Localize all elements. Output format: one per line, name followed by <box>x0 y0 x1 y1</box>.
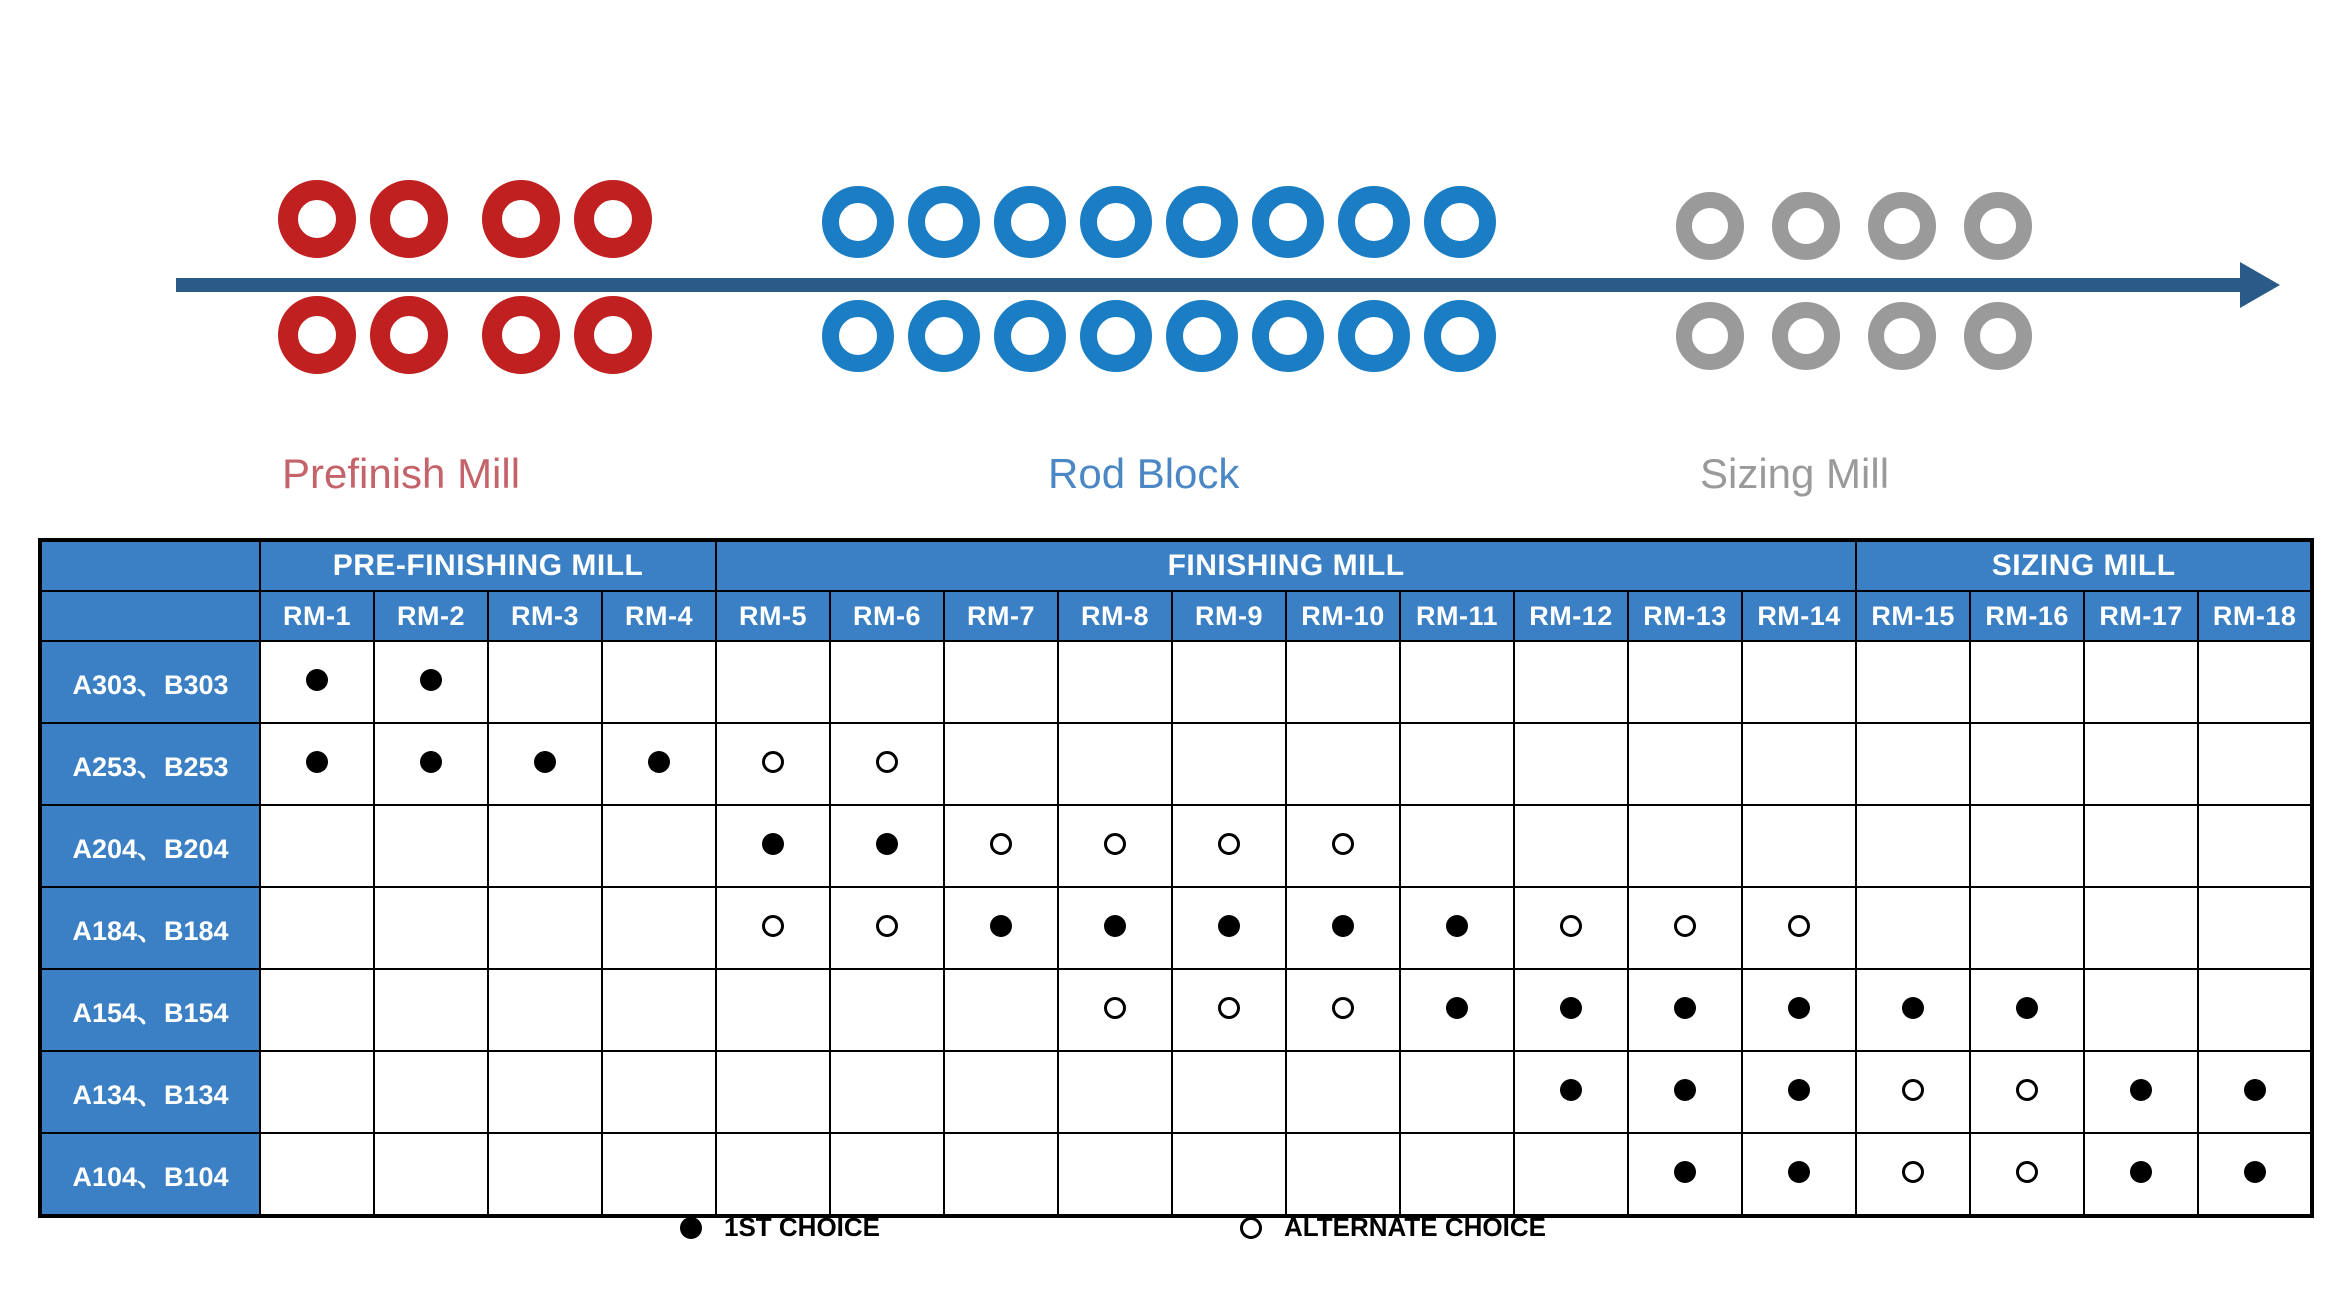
table-row <box>40 723 2312 805</box>
cell-rm-1 <box>260 887 374 969</box>
column-header-rm-5: RM-5 <box>716 591 830 641</box>
open-circle-icon <box>762 915 784 937</box>
filled-circle-icon <box>876 833 898 855</box>
cell-rm-9 <box>1172 969 1286 1051</box>
cell-rm-18 <box>2198 887 2312 969</box>
cell-rm-4 <box>602 805 716 887</box>
filled-circle-icon <box>1446 915 1468 937</box>
cell-rm-12 <box>1514 969 1628 1051</box>
cell-rm-18 <box>2198 1051 2312 1133</box>
table-row <box>40 1133 2312 1216</box>
cell-rm-11 <box>1400 969 1514 1051</box>
cell-rm-13 <box>1628 723 1742 805</box>
roll-ring-icon <box>1964 302 2032 370</box>
roll-ring-icon <box>574 296 652 374</box>
column-header-rm-15: RM-15 <box>1856 591 1970 641</box>
row-header-5: A134、B134 <box>40 1051 260 1133</box>
cell-rm-10 <box>1286 641 1400 723</box>
table-row <box>40 805 2312 887</box>
roll-ring-icon <box>574 180 652 258</box>
cell-rm-15 <box>1856 1051 1970 1133</box>
cell-rm-2 <box>374 723 488 805</box>
roll-ring-icon <box>278 180 356 258</box>
cell-rm-15 <box>1856 723 1970 805</box>
column-header-rm-2: RM-2 <box>374 591 488 641</box>
open-circle-icon <box>1218 833 1240 855</box>
cell-rm-2 <box>374 805 488 887</box>
roll-ring-icon <box>1676 302 1744 370</box>
cell-rm-10 <box>1286 887 1400 969</box>
cell-rm-16 <box>1970 805 2084 887</box>
column-header-rm-7: RM-7 <box>944 591 1058 641</box>
cell-rm-16 <box>1970 969 2084 1051</box>
filled-circle-icon <box>1674 1161 1696 1183</box>
open-circle-icon <box>1902 1161 1924 1183</box>
cell-rm-14 <box>1742 805 1856 887</box>
open-circle-icon <box>2016 1079 2038 1101</box>
open-circle-icon <box>1674 915 1696 937</box>
column-header-rm-3: RM-3 <box>488 591 602 641</box>
legend-first-choice-label: 1ST CHOICE <box>724 1212 881 1242</box>
cell-rm-2 <box>374 1051 488 1133</box>
row-header-2: A204、B204 <box>40 805 260 887</box>
row-header-4: A154、B154 <box>40 969 260 1051</box>
roll-ring-icon <box>1868 302 1936 370</box>
filled-circle-icon <box>534 751 556 773</box>
open-circle-icon <box>1104 833 1126 855</box>
cell-rm-15 <box>1856 887 1970 969</box>
roll-ring-icon <box>994 300 1066 372</box>
cell-rm-10 <box>1286 969 1400 1051</box>
column-header-rm-16: RM-16 <box>1970 591 2084 641</box>
filled-circle-icon <box>1674 1079 1696 1101</box>
cell-rm-4 <box>602 969 716 1051</box>
open-circle-icon <box>2016 1161 2038 1183</box>
cell-rm-3 <box>488 969 602 1051</box>
filled-circle-icon <box>2244 1161 2266 1183</box>
cell-rm-6 <box>830 887 944 969</box>
cell-rm-13 <box>1628 887 1742 969</box>
cell-rm-5 <box>716 805 830 887</box>
cell-rm-10 <box>1286 805 1400 887</box>
roll-ring-icon <box>1080 186 1152 258</box>
cell-rm-2 <box>374 969 488 1051</box>
table-row <box>40 969 2312 1051</box>
cell-rm-13 <box>1628 805 1742 887</box>
cell-rm-13 <box>1628 641 1742 723</box>
open-circle-icon <box>762 751 784 773</box>
filled-circle-icon <box>1560 1079 1582 1101</box>
stage-label-sizing: Sizing Mill <box>1700 450 1890 497</box>
roll-ring-icon <box>1868 192 1936 260</box>
cell-rm-3 <box>488 723 602 805</box>
cell-rm-6 <box>830 641 944 723</box>
cell-rm-8 <box>1058 1133 1172 1216</box>
cell-rm-8 <box>1058 887 1172 969</box>
cell-rm-8 <box>1058 723 1172 805</box>
open-circle-icon <box>1218 997 1240 1019</box>
open-circle-icon <box>876 915 898 937</box>
filled-circle-icon <box>2130 1079 2152 1101</box>
cell-rm-18 <box>2198 805 2312 887</box>
cell-rm-6 <box>830 969 944 1051</box>
stage-label-rod-block: Rod Block <box>1048 450 1240 497</box>
table-body <box>40 641 2312 1216</box>
cell-rm-15 <box>1856 1133 1970 1216</box>
column-header-rm-11: RM-11 <box>1400 591 1514 641</box>
cell-rm-13 <box>1628 1133 1742 1216</box>
filled-circle-icon <box>420 669 442 691</box>
cell-rm-13 <box>1628 969 1742 1051</box>
cell-rm-5 <box>716 723 830 805</box>
table-row <box>40 641 2312 723</box>
cell-rm-15 <box>1856 805 1970 887</box>
cell-rm-2 <box>374 1133 488 1216</box>
cell-rm-2 <box>374 641 488 723</box>
rod-block-rings-top-row <box>822 186 1496 258</box>
cell-rm-14 <box>1742 1051 1856 1133</box>
legend-alternate-choice <box>1240 1212 1546 1243</box>
filled-circle-icon <box>2016 997 2038 1019</box>
open-circle-icon <box>1902 1079 1924 1101</box>
roll-ring-icon <box>822 186 894 258</box>
cell-rm-12 <box>1514 805 1628 887</box>
column-header-blank <box>40 591 260 641</box>
cell-rm-17 <box>2084 641 2198 723</box>
cell-rm-5 <box>716 1051 830 1133</box>
cell-rm-12 <box>1514 1051 1628 1133</box>
group-header-sizing-mill: SIZING MILL <box>1856 540 2312 591</box>
sizing-rings-top-row <box>1676 192 2032 260</box>
rod-block-rings-bottom-row <box>822 300 1496 372</box>
cell-rm-1 <box>260 1051 374 1133</box>
cell-rm-4 <box>602 887 716 969</box>
cell-rm-14 <box>1742 641 1856 723</box>
filled-circle-icon <box>306 751 328 773</box>
cell-rm-12 <box>1514 1133 1628 1216</box>
filled-circle-icon <box>1446 997 1468 1019</box>
roll-ring-icon <box>370 180 448 258</box>
cell-rm-15 <box>1856 969 1970 1051</box>
column-header-rm-13: RM-13 <box>1628 591 1742 641</box>
row-header-0: A303、B303 <box>40 641 260 723</box>
cell-rm-18 <box>2198 1133 2312 1216</box>
group-header-blank <box>40 540 260 591</box>
filled-circle-icon <box>2244 1079 2266 1101</box>
roll-ring-icon <box>908 300 980 372</box>
cell-rm-8 <box>1058 805 1172 887</box>
cell-rm-18 <box>2198 723 2312 805</box>
cell-rm-7 <box>944 805 1058 887</box>
table-column-header-row <box>40 591 2312 641</box>
cell-rm-12 <box>1514 641 1628 723</box>
cell-rm-7 <box>944 1133 1058 1216</box>
filled-circle-icon <box>420 751 442 773</box>
cell-rm-6 <box>830 723 944 805</box>
column-header-rm-14: RM-14 <box>1742 591 1856 641</box>
open-circle-icon <box>1104 997 1126 1019</box>
cell-rm-1 <box>260 641 374 723</box>
roll-ring-icon <box>1964 192 2032 260</box>
cell-rm-14 <box>1742 723 1856 805</box>
roll-ring-icon <box>1424 300 1496 372</box>
cell-rm-7 <box>944 969 1058 1051</box>
filled-circle-icon <box>1788 1161 1810 1183</box>
row-header-1: A253、B253 <box>40 723 260 805</box>
cell-rm-9 <box>1172 1133 1286 1216</box>
cell-rm-11 <box>1400 641 1514 723</box>
cell-rm-1 <box>260 723 374 805</box>
roll-ring-icon <box>1252 300 1324 372</box>
cell-rm-9 <box>1172 641 1286 723</box>
cell-rm-9 <box>1172 887 1286 969</box>
roll-ring-icon <box>1338 186 1410 258</box>
roll-ring-icon <box>1166 186 1238 258</box>
cell-rm-5 <box>716 887 830 969</box>
cell-rm-17 <box>2084 1051 2198 1133</box>
roll-ring-icon <box>1772 192 1840 260</box>
cell-rm-7 <box>944 1051 1058 1133</box>
cell-rm-7 <box>944 723 1058 805</box>
cell-rm-16 <box>1970 887 2084 969</box>
cell-rm-12 <box>1514 887 1628 969</box>
cell-rm-3 <box>488 641 602 723</box>
cell-rm-7 <box>944 641 1058 723</box>
cell-rm-11 <box>1400 1051 1514 1133</box>
filled-circle-icon <box>1902 997 1924 1019</box>
cell-rm-1 <box>260 805 374 887</box>
column-header-rm-10: RM-10 <box>1286 591 1400 641</box>
filled-circle-icon <box>1788 1079 1810 1101</box>
cell-rm-11 <box>1400 723 1514 805</box>
cell-rm-15 <box>1856 641 1970 723</box>
sizing-rings-bottom-row <box>1676 302 2032 370</box>
cell-rm-18 <box>2198 969 2312 1051</box>
cell-rm-8 <box>1058 641 1172 723</box>
roll-ring-icon <box>1166 300 1238 372</box>
filled-circle-icon <box>1560 997 1582 1019</box>
cell-rm-9 <box>1172 1051 1286 1133</box>
cell-rm-17 <box>2084 887 2198 969</box>
filled-circle-icon <box>1674 997 1696 1019</box>
cell-rm-9 <box>1172 805 1286 887</box>
roll-ring-icon <box>1424 186 1496 258</box>
column-header-rm-1: RM-1 <box>260 591 374 641</box>
roll-ring-icon <box>1252 186 1324 258</box>
cell-rm-6 <box>830 805 944 887</box>
column-header-rm-12: RM-12 <box>1514 591 1628 641</box>
prefinish-rings-top-row <box>278 180 652 258</box>
open-circle-icon <box>1560 915 1582 937</box>
filled-circle-icon <box>648 751 670 773</box>
cell-rm-1 <box>260 969 374 1051</box>
cell-rm-17 <box>2084 969 2198 1051</box>
cell-rm-2 <box>374 887 488 969</box>
open-circle-icon <box>1788 915 1810 937</box>
cell-rm-14 <box>1742 887 1856 969</box>
cell-rm-16 <box>1970 723 2084 805</box>
legend-alternate-choice-label: ALTERNATE CHOICE <box>1284 1212 1546 1242</box>
filled-circle-icon <box>1104 915 1126 937</box>
table-group-header-row <box>40 540 2312 591</box>
roll-ring-icon <box>482 180 560 258</box>
filled-circle-icon <box>1332 915 1354 937</box>
cell-rm-11 <box>1400 805 1514 887</box>
row-header-6: A104、B104 <box>40 1133 260 1216</box>
cell-rm-5 <box>716 641 830 723</box>
cell-rm-17 <box>2084 723 2198 805</box>
roll-ring-icon <box>822 300 894 372</box>
cell-rm-3 <box>488 805 602 887</box>
column-header-rm-9: RM-9 <box>1172 591 1286 641</box>
filled-circle-icon <box>2130 1161 2152 1183</box>
filled-circle-icon <box>306 669 328 691</box>
roll-ring-icon <box>1338 300 1410 372</box>
cell-rm-14 <box>1742 1133 1856 1216</box>
open-circle-icon <box>1332 833 1354 855</box>
process-axis-line <box>176 278 2256 292</box>
stage-label-prefinish: Prefinish Mill <box>282 450 521 497</box>
open-circle-icon <box>990 833 1012 855</box>
filled-circle-icon <box>990 915 1012 937</box>
cell-rm-4 <box>602 723 716 805</box>
cell-rm-16 <box>1970 641 2084 723</box>
filled-circle-icon <box>680 1217 702 1239</box>
filled-circle-icon <box>1788 997 1810 1019</box>
table-header <box>40 540 2312 641</box>
open-circle-icon <box>876 751 898 773</box>
roll-ring-icon <box>370 296 448 374</box>
cell-rm-16 <box>1970 1051 2084 1133</box>
roll-ring-icon <box>1676 192 1744 260</box>
cell-rm-3 <box>488 887 602 969</box>
cell-rm-17 <box>2084 1133 2198 1216</box>
cell-rm-8 <box>1058 1051 1172 1133</box>
open-circle-icon <box>1240 1217 1262 1239</box>
cell-rm-17 <box>2084 805 2198 887</box>
filled-circle-icon <box>762 833 784 855</box>
legend <box>680 1212 1546 1243</box>
cell-rm-5 <box>716 969 830 1051</box>
legend-first-choice <box>680 1212 880 1243</box>
cell-rm-3 <box>488 1051 602 1133</box>
column-header-rm-8: RM-8 <box>1058 591 1172 641</box>
cell-rm-12 <box>1514 723 1628 805</box>
cell-rm-18 <box>2198 641 2312 723</box>
column-header-rm-4: RM-4 <box>602 591 716 641</box>
cell-rm-4 <box>602 1051 716 1133</box>
roll-ring-icon <box>908 186 980 258</box>
cell-rm-14 <box>1742 969 1856 1051</box>
cell-rm-16 <box>1970 1133 2084 1216</box>
cell-rm-8 <box>1058 969 1172 1051</box>
column-header-rm-6: RM-6 <box>830 591 944 641</box>
cell-rm-13 <box>1628 1051 1742 1133</box>
table-row <box>40 887 2312 969</box>
group-header-pre-finishing-mill: PRE-FINISHING MILL <box>260 540 716 591</box>
column-header-rm-18: RM-18 <box>2198 591 2312 641</box>
roll-ring-icon <box>1772 302 1840 370</box>
mill-schematic <box>0 0 2338 497</box>
table-row <box>40 1051 2312 1133</box>
cell-rm-1 <box>260 1133 374 1216</box>
cell-rm-10 <box>1286 1051 1400 1133</box>
cell-rm-10 <box>1286 1133 1400 1216</box>
cell-rm-6 <box>830 1133 944 1216</box>
filled-circle-icon <box>1218 915 1240 937</box>
cell-rm-6 <box>830 1051 944 1133</box>
mill-pass-schedule-table <box>38 538 2308 1218</box>
process-axis-arrow-icon <box>2240 262 2280 308</box>
roll-ring-icon <box>482 296 560 374</box>
roll-ring-icon <box>278 296 356 374</box>
cell-rm-4 <box>602 641 716 723</box>
row-header-3: A184、B184 <box>40 887 260 969</box>
column-header-rm-17: RM-17 <box>2084 591 2198 641</box>
cell-rm-10 <box>1286 723 1400 805</box>
cell-rm-11 <box>1400 887 1514 969</box>
cell-rm-3 <box>488 1133 602 1216</box>
cell-rm-7 <box>944 887 1058 969</box>
roll-ring-icon <box>994 186 1066 258</box>
cell-rm-5 <box>716 1133 830 1216</box>
cell-rm-11 <box>1400 1133 1514 1216</box>
roll-ring-icon <box>1080 300 1152 372</box>
open-circle-icon <box>1332 997 1354 1019</box>
cell-rm-9 <box>1172 723 1286 805</box>
prefinish-rings-bottom-row <box>278 296 652 374</box>
cell-rm-4 <box>602 1133 716 1216</box>
group-header-finishing-mill: FINISHING MILL <box>716 540 1856 591</box>
